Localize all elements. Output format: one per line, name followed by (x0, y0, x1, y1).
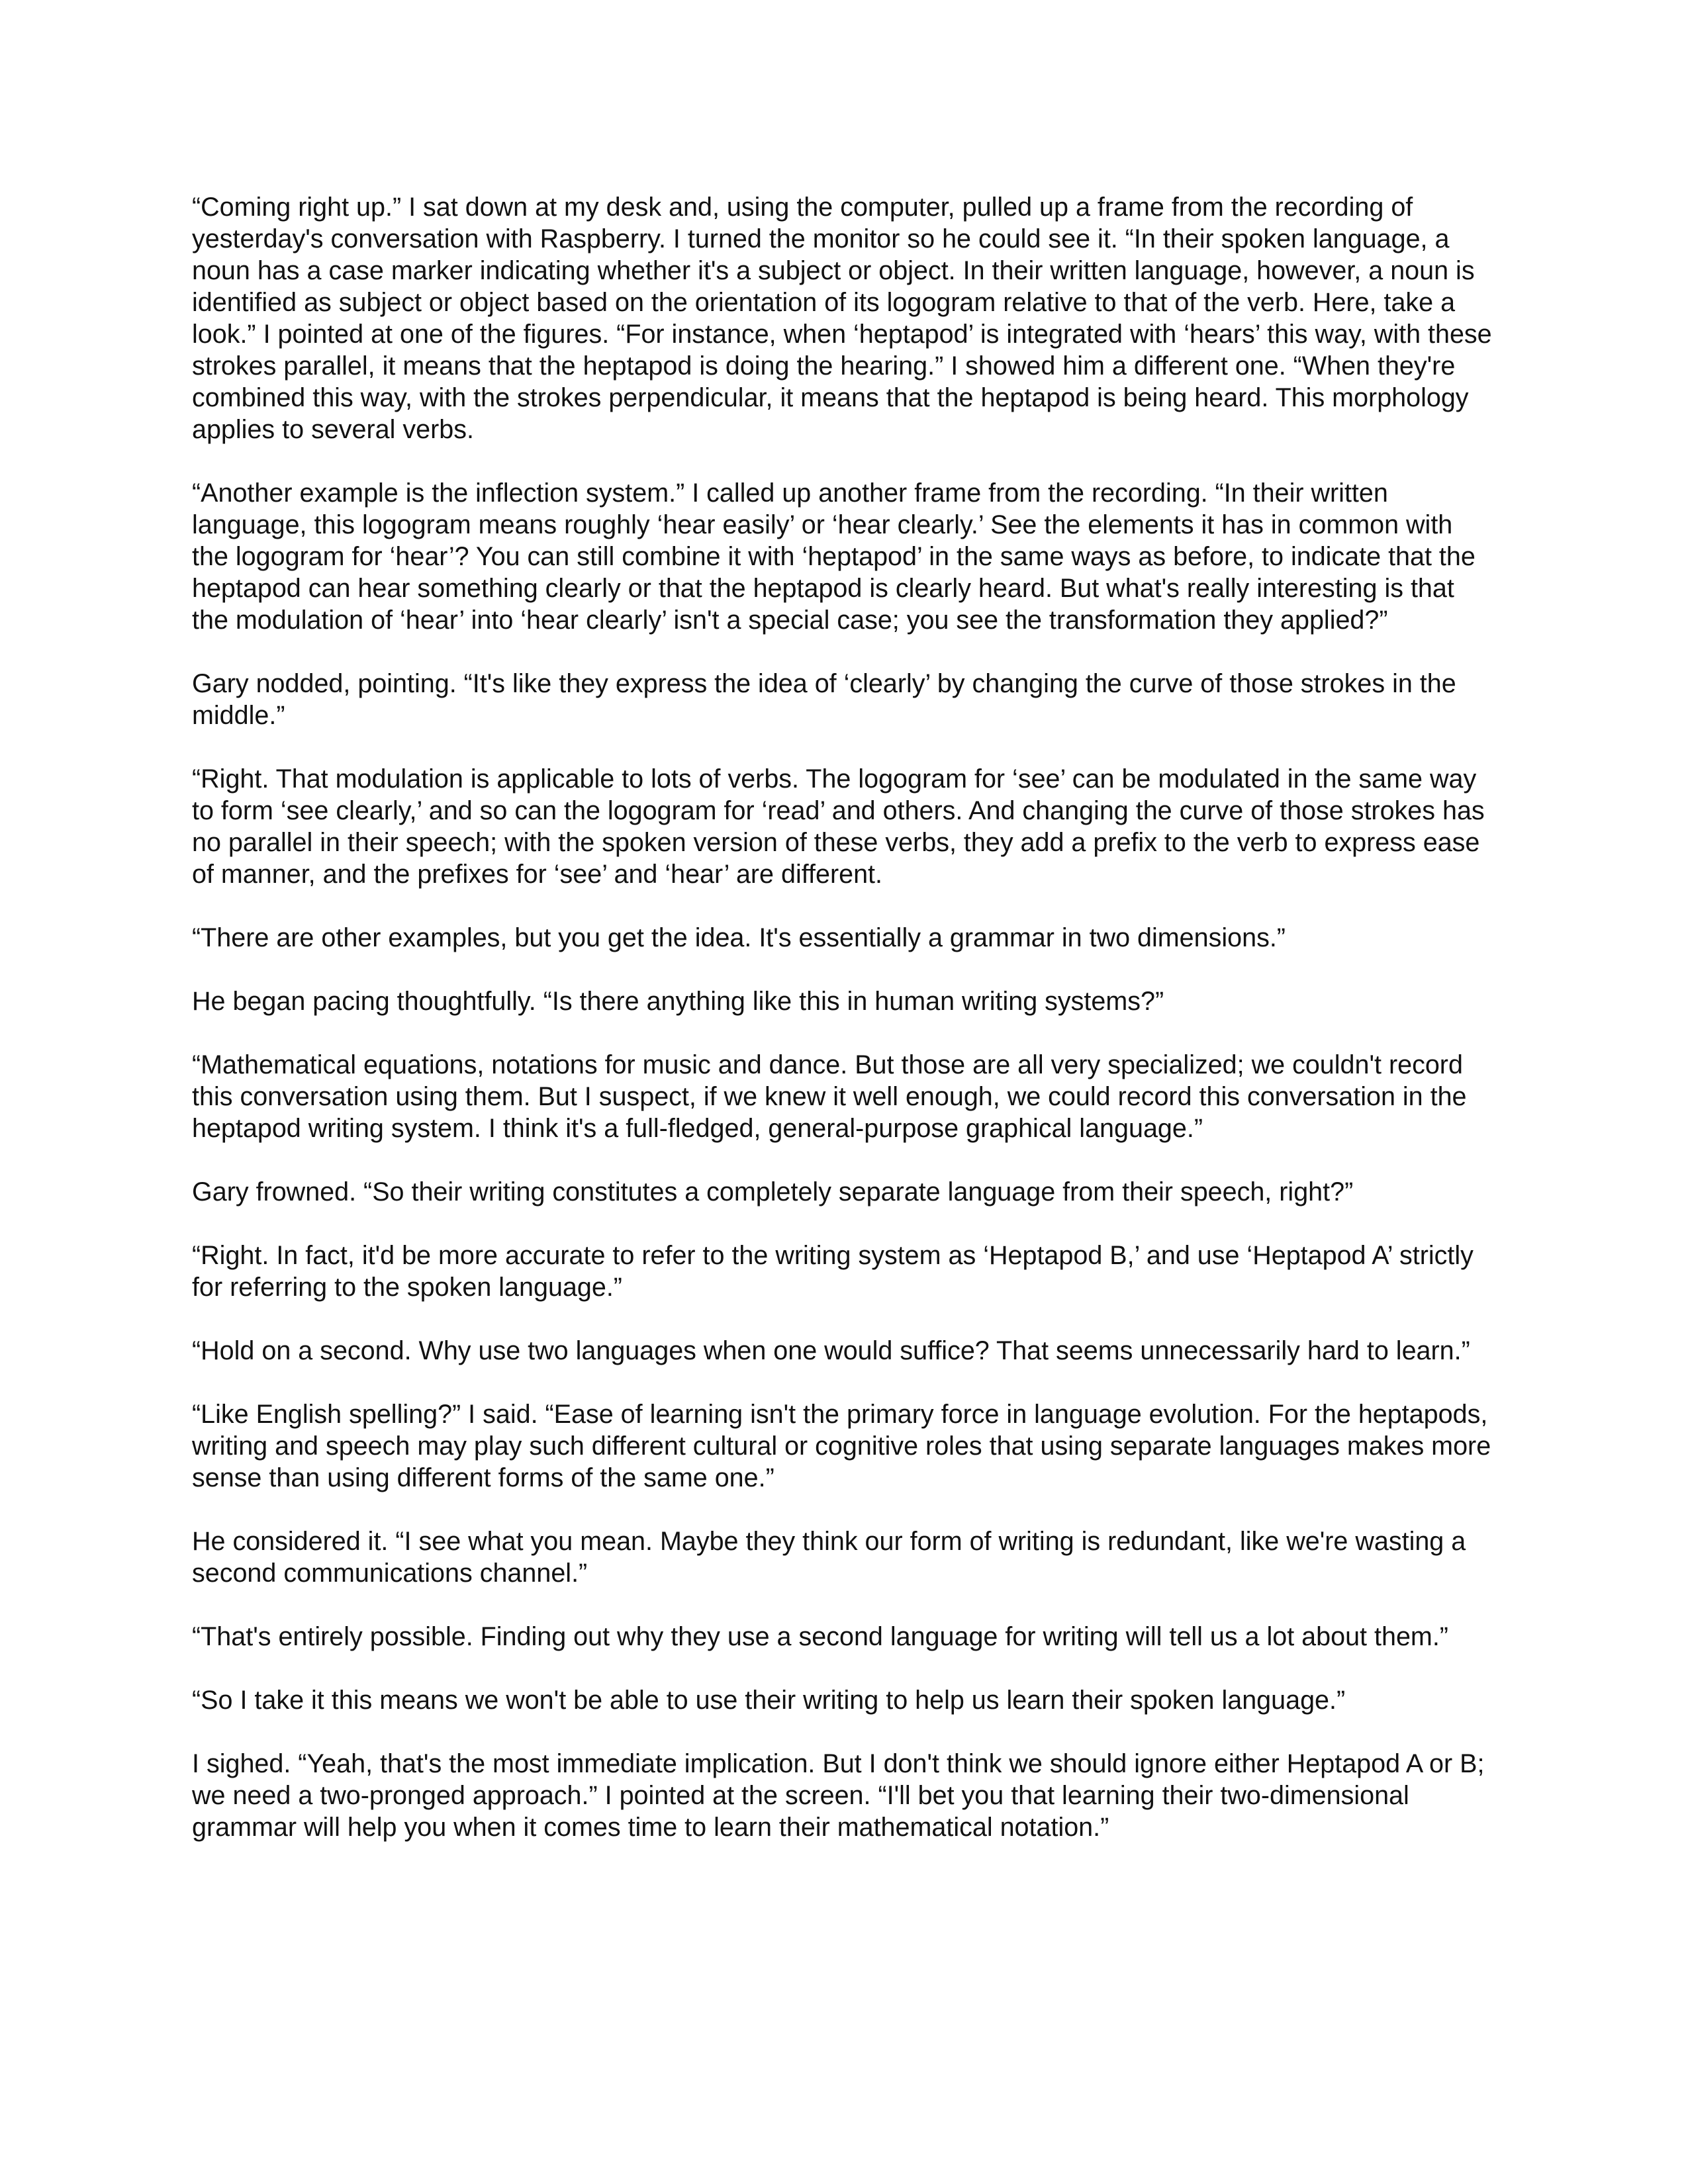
paragraph: “Like English spelling?” I said. “Ease of learning isn't the primary force in language evolution. For the heptapods, writing and speech may play such different cultural or cognitive roles that using separate languages makes more sense than using different forms of the same one.” (192, 1400, 1491, 1492)
paragraph: “Right. In fact, it'd be more accurate to refer to the writing system as ‘Heptapod B,’ and use ‘Heptapod A’ strictly for referring to the spoken language.” (192, 1241, 1474, 1302)
paragraph: “Mathematical equations, notations for music and dance. But those are all very specialized; we couldn't record this conversation using them. But I suspect, if we knew it well enough, we could record this conversation in the heptapod writing system. I think it's a full-fledged, general-purpose graphical language.” (192, 1050, 1467, 1143)
paragraph: He considered it. “I see what you mean. Maybe they think our form of writing is redundant, like we're wasting a second communications channel.” (192, 1527, 1466, 1588)
paragraph: “That's entirely possible. Finding out why they use a second language for writing will tell us a lot about them.” (192, 1622, 1448, 1651)
paragraph: “Right. That modulation is applicable to lots of verbs. The logogram for ‘see’ can be modulated in the same way to form ‘see clearly,’ and so can the logogram for ‘read’ and others. And changing the curve of those strokes has no parallel in their speech; with the spoken version of these verbs, they add a prefix to the verb to express ease of manner, and the prefixes for ‘see’ and ‘hear’ are different. (192, 764, 1485, 889)
paragraph: Gary nodded, pointing. “It's like they express the idea of ‘clearly’ by changing the curve of those strokes in the middle.” (192, 669, 1456, 730)
paragraph: “There are other examples, but you get the idea. It's essentially a grammar in two dimensions.” (192, 923, 1286, 952)
paragraph: “Hold on a second. Why use two languages when one would suffice? That seems unnecessarily hard to learn.” (192, 1336, 1470, 1365)
paragraph: “Coming right up.” I sat down at my desk and, using the computer, pulled up a frame from the recording of yesterday's conversation with Raspberry. I turned the monitor so he could see it. “In their spoken language, a noun has a case marker indicating whether it's a subject or object. In their written language, however, a noun is identified as subject or object based on the orientation of its logogram relative to that of the verb. Here, take a look.” I pointed at one of the figures. “For instance, when ‘heptapod’ is integrated with ‘hears’ this way, with these strokes parallel, it means that the heptapod is doing the hearing.” I showed him a different one. “When they're combined this way, with the strokes perpendicular, it means that the heptapod is being heard. This morphology applies to several verbs. (192, 193, 1492, 444)
paragraph: I sighed. “Yeah, that's the most immediate implication. But I don't think we should ignore either Heptapod A or B; we need a two-pronged approach.” I pointed at the screen. “I'll bet you that learning their two-dimensional grammar will help you when it comes time to learn their mathematical notation.” (192, 1749, 1485, 1842)
paragraph: “So I take it this means we won't be able to use their writing to help us learn their spoken language.” (192, 1686, 1346, 1715)
paragraph: Gary frowned. “So their writing constitutes a completely separate language from their speech, right?” (192, 1177, 1354, 1206)
paragraph: He began pacing thoughtfully. “Is there anything like this in human writing systems?” (192, 987, 1164, 1016)
paragraph: “Another example is the inflection system.” I called up another frame from the recording. “In their written language, this logogram means roughly ‘hear easily’ or ‘hear clearly.’ See the elements it has in common with the logogram for ‘hear’? You can still combine it with ‘heptapod’ in the same ways as before, to indicate that the heptapod can hear something clearly or that the heptapod is clearly heard. But what's really interesting is that the modulation of ‘hear’ into ‘hear clearly’ isn't a special case; you see the transformation they applied?” (192, 478, 1476, 635)
document-page (192, 191, 1496, 1843)
